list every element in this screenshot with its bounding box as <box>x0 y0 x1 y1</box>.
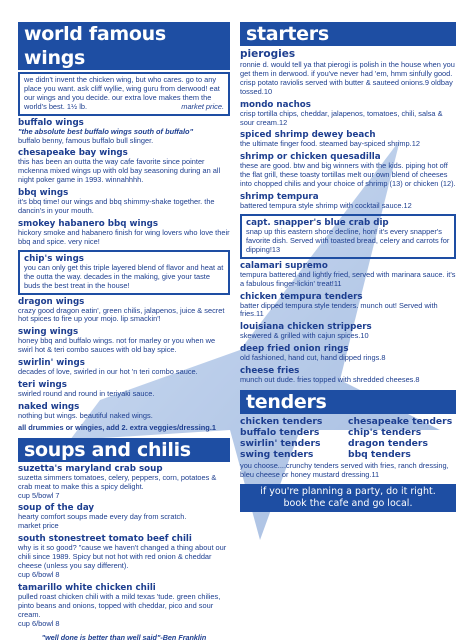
menu-item <box>240 366 456 385</box>
item-desc: old fashioned, hand cut, hand dipped rings.8 <box>240 353 386 363</box>
menu-item <box>18 188 230 216</box>
item-name: spiced shrimp dewey beach <box>240 130 376 141</box>
item-name: chesapeake bay wings <box>18 148 128 159</box>
item-desc: battered tempura style shrimp with cocktail sauce.12 <box>240 201 412 211</box>
item-desc: honey bbq and buffalo wings. not for marley or you when we swirl hot & teri combo sauces with old bay spice. <box>18 336 216 355</box>
item-name: capt. snapper's blue crab dip <box>246 217 389 228</box>
item-price: cup 5/bowl 7 <box>18 490 60 500</box>
item-price: cup 6/bowl 8 <box>18 618 60 628</box>
item-desc: this has been an outta the way cafe favorite since pointer mckenna mixed wings up with old bay seasoning during an all night poker game in 1993. winnahhhh. <box>18 157 221 185</box>
tender-item: buffalo tenders <box>240 427 320 439</box>
party-line-1: if you're planning a party, do it right. <box>260 485 436 497</box>
item-name: naked wings <box>18 401 80 412</box>
menu-item <box>240 344 456 363</box>
item-name: deep fried onion rings <box>240 344 349 355</box>
tender-item: chesapeake tenders <box>348 416 453 428</box>
item-desc: buffalo benny, famous buffalo bull slinger. <box>18 135 154 145</box>
menu-item <box>18 402 230 421</box>
left-column <box>18 22 230 642</box>
item-desc: batter dipped tempura style tenders. munch out! Served with fries.11 <box>240 300 438 319</box>
menu-item <box>18 219 230 247</box>
menu-item <box>240 261 456 289</box>
item-name: dragon wings <box>18 296 85 307</box>
item-desc: the ultimate finger food. steamed bay-spiced shrimp.12 <box>240 139 420 149</box>
menu-item <box>18 380 230 399</box>
menu-item <box>18 358 230 377</box>
item-desc: crisp tortilla chips, cheddar, jalapenos, tomatoes, chili, salsa & sour cream.12 <box>240 108 443 127</box>
crab-dip-box <box>240 214 456 259</box>
item-name: teri wings <box>18 380 67 391</box>
menu-item <box>18 148 230 185</box>
item-desc: decades of love, swirled in our hot 'n teri combo sauce. <box>18 367 198 377</box>
menu-item <box>18 464 230 501</box>
item-name: suzetta's maryland crab soup <box>18 463 163 474</box>
item-desc: suzetta simmers tomatoes, celery, peppers, corn, potatoes & crab meat to make this a spicy delight. <box>18 472 217 491</box>
menu-item <box>18 118 230 146</box>
item-desc: ronnie d. would tell ya that pierogi is polish in the house when you get them in derwood. if you've never had 'em, hmm sinfully good. crisp potato raviolis served with butter & sauteed onions.9 oldbay tossed.10 <box>240 60 455 96</box>
tender-item: swirlin' tenders <box>240 438 321 450</box>
item-tagline: "the absolute best buffalo wings south of buffalo" <box>18 126 194 136</box>
wings-footer-note: all drummies or wingies, add 2. extra veggies/dressing.1 <box>18 422 216 432</box>
item-name: swing wings <box>18 327 79 338</box>
item-name: south stonestreet tomato beef chili <box>18 534 192 545</box>
menu-item <box>18 327 230 355</box>
chips-wings-box <box>18 250 230 295</box>
item-name: chicken tempura tenders <box>240 291 363 302</box>
party-line-2: book the cafe and go local. <box>283 497 413 509</box>
tender-item: bbq tenders <box>348 449 411 461</box>
item-name: buffalo wings <box>18 117 84 128</box>
menu-item <box>240 48 456 97</box>
item-desc: it's bbq time! our wings and bbq shimmy-shake together. the dancin's in your mouth. <box>18 197 215 216</box>
item-name: bbq wings <box>18 188 69 199</box>
tender-item: swing tenders <box>240 449 314 461</box>
wings-intro-box <box>18 72 230 116</box>
item-desc: these are good. btw and big winners with the kids. piping hot off the flat grill, these toasty tortillas melt our own blend of cheeses into chopped chilis and your choice of shrimp (13) or chicken (12). <box>240 161 456 189</box>
menu-item <box>18 583 230 629</box>
tenders-desc: you choose....crunchy tenders served with fries, ranch dressing, bleu cheese or honey mustard dressing.11 <box>240 461 449 479</box>
item-desc: snap up this eastern shore decline, hon! it's every snapper's favorite dish. Served with toasted bread, celery and carrots for dipping!13 <box>246 226 450 254</box>
right-column <box>240 22 456 512</box>
menu-item <box>18 534 230 580</box>
menu-item <box>240 322 456 341</box>
starters-header: starters <box>240 22 456 46</box>
tenders-header: tenders <box>240 390 456 414</box>
item-desc: hickory smoke and habanero finish for wing lovers who love their bbq and spice. very nice! <box>18 227 230 246</box>
item-name: soup of the day <box>18 503 95 514</box>
tender-item: chip's tenders <box>348 427 422 439</box>
menu-item <box>240 292 456 320</box>
menu-item <box>240 100 456 128</box>
item-desc: you can only get this triple layered blend of flavor and heat at the outta the way. decades in the making, give your taste buds the best treat in the house! <box>24 262 224 290</box>
item-price: market price <box>18 521 59 531</box>
item-name: swirlin' wings <box>18 358 85 369</box>
item-desc: swirled round and round in teriyaki sauce. <box>18 389 155 399</box>
menu-item <box>240 130 456 149</box>
quote: "well done is better than well said"-Ben Franklin <box>41 632 207 642</box>
item-price: cup 6/bowl 8 <box>18 570 60 579</box>
item-desc: pulled roast chicken chili with a mild texas 'tude. green chilies, pinto beans and onions, topped with cheddar, pico and sour cream. <box>18 591 221 619</box>
item-desc: tempura battered and lightly fried, served with marinara sauce. it's a fabulous finger-lickin' treat!11 <box>240 269 456 288</box>
item-name: pierogies <box>240 48 296 60</box>
wings-intro: we didn't invent the chicken wing, but who cares. go to any place you want. ask cliff wyllie, wing guru from derwood! eat our wings and you decide. our extra love makes them the world's best. 1½ lb. <box>24 75 220 111</box>
party-banner <box>240 484 456 512</box>
item-desc: skewered & grilled with cajun spices.10 <box>240 331 369 341</box>
item-desc: munch out dude. fries topped with shredded cheeses.8 <box>240 375 420 385</box>
wings-header: world famous wings <box>18 22 230 70</box>
soups-section <box>18 438 230 642</box>
menu-item <box>240 152 456 189</box>
item-name: calamari supremo <box>240 260 328 271</box>
item-name: mondo nachos <box>240 99 311 110</box>
item-name: tamarillo white chicken chili <box>18 582 156 593</box>
soups-header: soups and chilis <box>18 438 230 462</box>
tenders-list <box>240 416 456 460</box>
item-name: cheese fries <box>240 366 300 377</box>
item-name: shrimp or chicken quesadilla <box>240 152 381 163</box>
menu-item <box>240 192 456 211</box>
item-desc: nothing but wings. beautiful naked wings. <box>18 410 153 420</box>
item-desc: crazy good dragon eatin', green chilis, jalapenos, juice & secret hot spices to fire up your mojo. lip smackin'! <box>18 305 225 324</box>
menu-item <box>18 297 230 325</box>
menu-item <box>18 503 230 531</box>
item-name: chip's wings <box>24 253 84 264</box>
item-desc: why is it so good? "cause we haven't changed a thing about our chili since 1989. Spicy but not hot with red onion & cheddar cheese (unless you say different). <box>18 543 227 571</box>
item-desc: hearty comfort soups made every day from scratch. <box>18 512 187 522</box>
wings-intro-price: market price. <box>181 101 224 111</box>
item-name: smokey habanero bbq wings <box>18 218 159 229</box>
item-name: shrimp tempura <box>240 192 319 203</box>
item-name: louisiana chicken strippers <box>240 322 372 333</box>
tender-item: dragon tenders <box>348 438 428 450</box>
tender-item: chicken tenders <box>240 416 323 428</box>
tenders-section <box>240 390 456 512</box>
